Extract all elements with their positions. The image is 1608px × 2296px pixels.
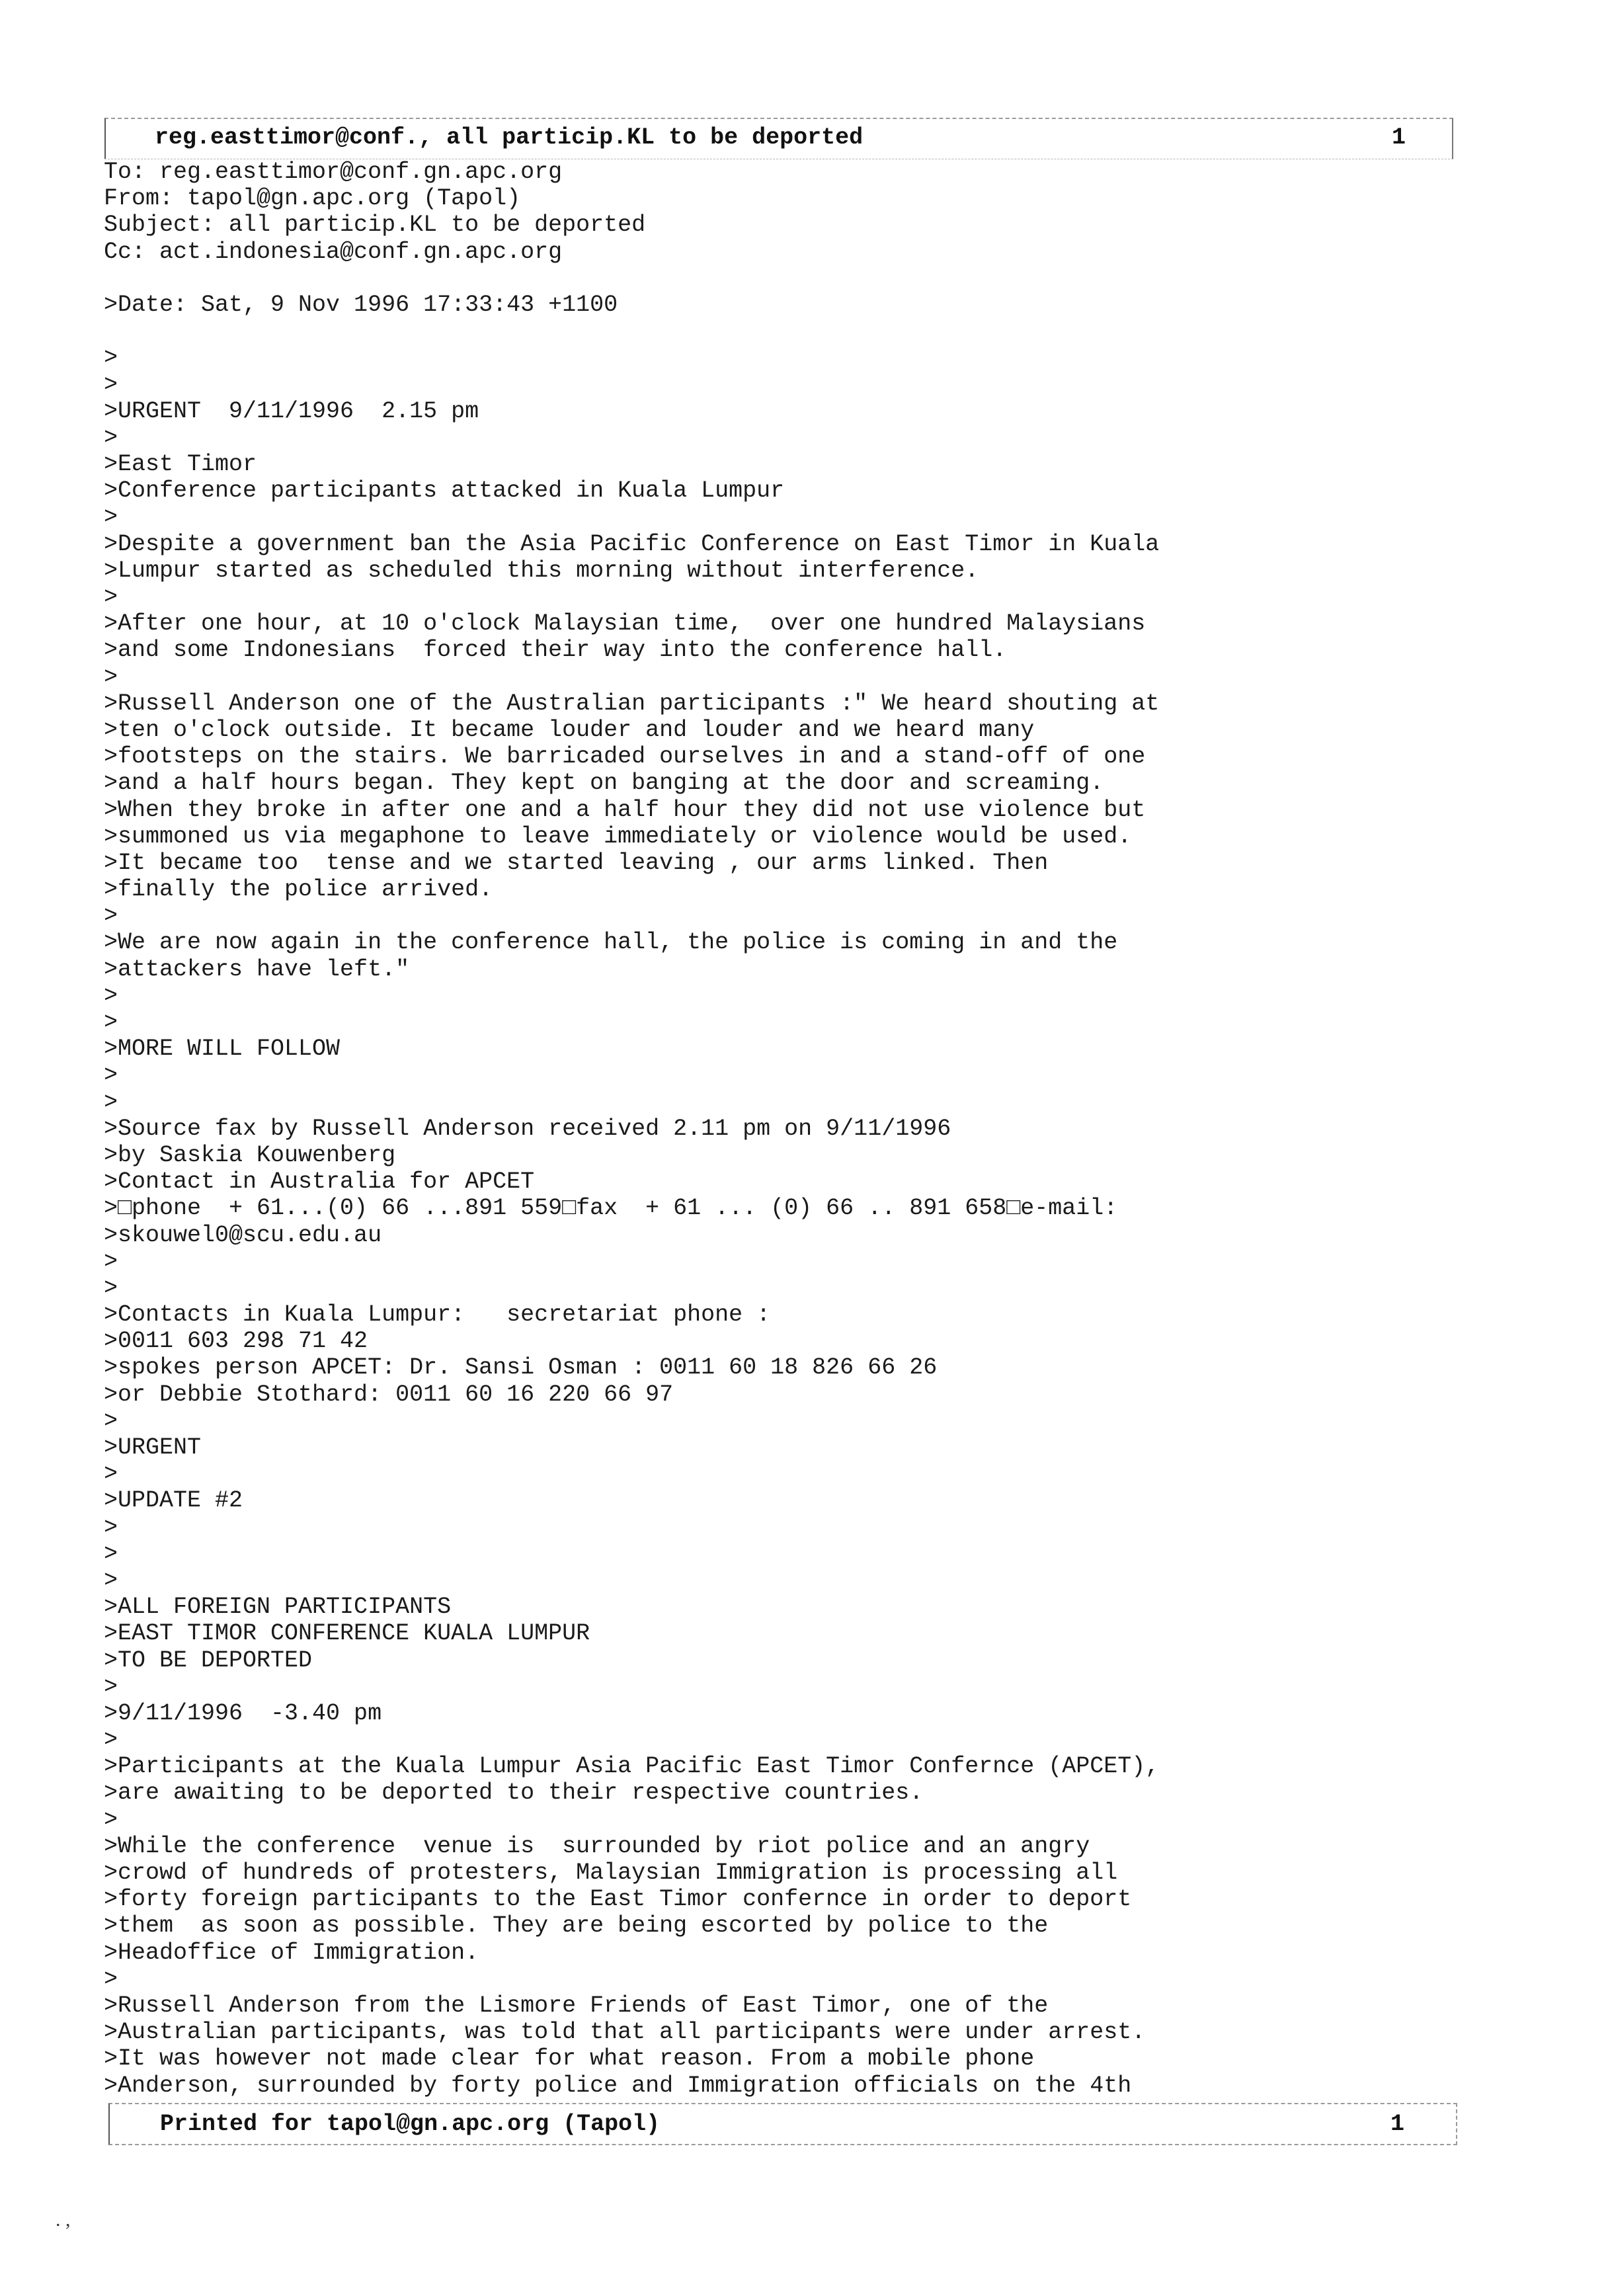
- body-line: >Anderson, surrounded by forty police and Immigration officials on the 4th: [104, 2072, 1132, 2099]
- body-line: >crowd of hundreds of protesters, Malaysian Immigration is processing all: [104, 1860, 1118, 1886]
- body-line: >Contacts in Kuala Lumpur: secretariat phone :: [104, 1301, 771, 1329]
- body-line: >Source fax by Russell Anderson received 2.11 pm on 9/11/1996: [104, 1115, 951, 1142]
- body-line: >: [104, 1407, 118, 1434]
- footer-page-number: 1: [1390, 2111, 1404, 2137]
- body-line: >We are now again in the conference hall, the police is coming in and the: [104, 929, 1118, 956]
- body-line: >: [104, 1274, 118, 1301]
- body-line: >: [104, 345, 118, 372]
- body-line: >Russell Anderson one of the Australian participants :" We heard shouting at: [104, 690, 1160, 717]
- body-line: >0011 603 298 71 42: [104, 1328, 368, 1355]
- body-line: >forty foreign participants to the East Timor confernce in order to deport: [104, 1886, 1132, 1913]
- body-line: [104, 318, 1426, 345]
- body-line: >After one hour, at 10 o'clock Malaysian time, over one hundred Malaysians: [104, 610, 1146, 637]
- body-line: >MORE WILL FOLLOW: [104, 1036, 341, 1063]
- email-body: [104, 159, 1426, 2099]
- body-line: >attackers have left.": [104, 956, 410, 983]
- print-footer: [108, 2103, 1457, 2145]
- body-line: >While the conference venue is surrounded by riot police and an angry: [104, 1832, 1090, 1860]
- body-line: >: [104, 1248, 118, 1275]
- body-line: >9/11/1996 -3.40 pm: [104, 1700, 382, 1727]
- body-line: >Russell Anderson from the Lismore Friends of East Timor, one of the: [104, 1992, 1049, 2019]
- body-line: >: [104, 424, 118, 451]
- body-line: >URGENT 9/11/1996 2.15 pm: [104, 397, 479, 425]
- body-line: >skouwel0@scu.edu.au: [104, 1221, 382, 1249]
- body-line: >finally the police arrived.: [104, 876, 493, 903]
- body-line: >It was however not made clear for what reason. From a mobile phone: [104, 2045, 1035, 2072]
- body-line: >and some Indonesians forced their way into the conference hall.: [104, 637, 1007, 664]
- body-line: >: [104, 1009, 118, 1036]
- body-line: >: [104, 1806, 118, 1833]
- body-line: >ten o'clock outside. It became louder and louder and we heard many: [104, 716, 1035, 743]
- body-line: >Headoffice of Immigration.: [104, 1939, 479, 1966]
- body-line: Subject: all particip.KL to be deported: [104, 212, 646, 239]
- body-line: >Participants at the Kuala Lumpur Asia Pacific East Timor Confernce (APCET),: [104, 1753, 1160, 1780]
- body-line: >spokes person APCET: Dr. Sansi Osman : 0011 60 18 826 66 26: [104, 1354, 938, 1381]
- header-title: reg.easttimor@conf., all particip.KL to be deported: [155, 124, 864, 151]
- body-line: >Australian participants, was told that all participants were under arrest.: [104, 2019, 1146, 2046]
- print-header: [104, 118, 1453, 159]
- body-line: >East Timor: [104, 451, 257, 478]
- body-line: >: [104, 1461, 118, 1488]
- body-line: >: [104, 903, 118, 930]
- body-line: >When they broke in after one and a half hour they did not use violence but: [104, 796, 1146, 823]
- body-line: >: [104, 1062, 118, 1089]
- body-line: >ALL FOREIGN PARTICIPANTS: [104, 1594, 452, 1621]
- body-line: >: [104, 1673, 118, 1700]
- body-line: >or Debbie Stothard: 0011 60 16 220 66 97: [104, 1381, 674, 1408]
- body-line: >: [104, 663, 118, 690]
- body-line: >: [104, 1965, 118, 1992]
- header-page-number: 1: [1391, 124, 1406, 151]
- body-line: >Contact in Australia for APCET: [104, 1168, 535, 1196]
- body-line: [104, 265, 1426, 292]
- body-line: >Lumpur started as scheduled this morning without interference.: [104, 557, 979, 584]
- body-line: >: [104, 982, 118, 1009]
- body-line: >Despite a government ban the Asia Pacific Conference on East Timor in Kuala: [104, 530, 1160, 557]
- body-line: >: [104, 584, 118, 610]
- body-line: >□phone + 61...(0) 66 ...891 559□fax + 61 ... (0) 66 .. 891 658□e-mail:: [104, 1195, 1118, 1222]
- body-line: >Conference participants attacked in Kuala Lumpur: [104, 477, 785, 505]
- body-line: >and a half hours began. They kept on banging at the door and screaming.: [104, 770, 1104, 797]
- body-line: >: [104, 1514, 118, 1541]
- body-line: >: [104, 1540, 118, 1567]
- body-line: >by Saskia Kouwenberg: [104, 1141, 396, 1168]
- body-line: >are awaiting to be deported to their respective countries.: [104, 1780, 924, 1807]
- scan-artifact-mark: . ,: [56, 2209, 71, 2231]
- body-line: >Date: Sat, 9 Nov 1996 17:33:43 +1100: [104, 291, 618, 318]
- body-line: >: [104, 1567, 118, 1594]
- body-line: >: [104, 504, 118, 531]
- footer-printed-for: Printed for tapol@gn.apc.org (Tapol): [160, 2111, 661, 2137]
- body-line: From: tapol@gn.apc.org (Tapol): [104, 185, 521, 212]
- body-line: >EAST TIMOR CONFERENCE KUALA LUMPUR: [104, 1620, 590, 1647]
- body-line: >summoned us via megaphone to leave immediately or violence would be used.: [104, 823, 1132, 850]
- body-line: >: [104, 371, 118, 398]
- body-line: Cc: act.indonesia@conf.gn.apc.org: [104, 238, 563, 265]
- body-line: >It became too tense and we started leaving , our arms linked. Then: [104, 849, 1049, 876]
- body-line: >footsteps on the stairs. We barricaded ourselves in and a stand-off of one: [104, 743, 1146, 770]
- body-line: >them as soon as possible. They are being escorted by police to the: [104, 1912, 1049, 1940]
- body-line: >: [104, 1727, 118, 1754]
- body-line: >: [104, 1088, 118, 1116]
- body-line: >TO BE DEPORTED: [104, 1647, 313, 1674]
- body-line: >UPDATE #2: [104, 1487, 243, 1514]
- body-line: To: reg.easttimor@conf.gn.apc.org: [104, 159, 563, 185]
- body-line: >URGENT: [104, 1434, 202, 1461]
